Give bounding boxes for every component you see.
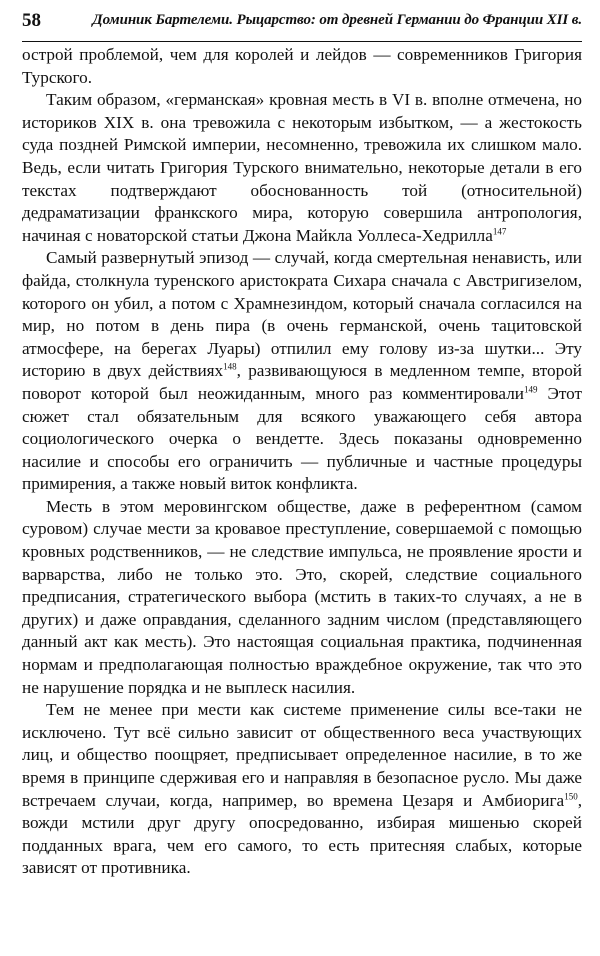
paragraph-text: , развивающуюся в медленном темпе, второй поворот которой был неожиданным, много раз комментировали — [22, 361, 583, 403]
footnote-ref-149: 149 — [523, 384, 538, 395]
page-header — [22, 8, 582, 42]
paragraph-text: Тем не менее при мести как системе применение силы все-таки не исключено. Тут всё сильно зависит от общественного веса участвующих лиц, и общество поощряет, предписывает определенное насилие, в то же время в принципе сдерживая его и направляя в безопасное русло. Мы даже встречаем случаи, когда, например, во времена Цезаря и Амбиорига — [22, 700, 582, 810]
footnote-ref-147: 147 — [492, 226, 507, 237]
footnote-ref-150: 150 — [564, 790, 578, 801]
paragraph-text: острой проблемой, чем для королей и лейдов — современников Григория Турского. — [22, 45, 582, 87]
paragraph-5 — [22, 699, 582, 880]
running-head: Доминик Бартелеми. Рыцарство: от древней Германии до Франции XII в. — [92, 12, 582, 28]
body-text — [22, 44, 582, 880]
paragraph-1 — [22, 44, 582, 89]
paragraph-text: Месть в этом меровингском обществе, даже в референтном (самом суровом) случае мести за кровавое преступление, совершаемой с помощью кровных родственников, — не следствие импульса, не проявление ярости и варварства, либо не только это. Это, скорей, следствие социального предписания, стратегического выбора (мстить в таких-то случаях, а не в других) и даже оправдания, сделанного задним числом (представляющего данный акт как месть). Это настоящая социальная практика, подчиненная нормам и предполагающая полностью враждебное окружение, так что это не нарушение порядка и не выплеск насилия. — [22, 496, 582, 697]
paragraph-text: Этот сюжет стал обязательным для всякого уважающего себя автора социологического очерка о вендетте. Здесь показаны одновременно насилие и способы его ограничить — публичные и частные процедуры примирения, а также новый виток конфликта. — [22, 383, 582, 494]
paragraph-text: , вожди мстили друг другу опосредованно, избирая мишенью скорей подданных врага, чем его самого, то есть притесняя слабых, которые зависят от противника. — [22, 790, 582, 878]
footnote-ref-148: 148 — [223, 361, 237, 372]
paragraph-3 — [22, 247, 582, 496]
paragraph-text: Таким образом, «германская» кровная месть в VI в. вполне отмечена, но историков XIX в. она тревожила с некоторым избытком, — а жестокость суда поздней Римской империи, несомненно, тревожила их слишком мало. Ведь, если читать Григория Турского внимательно, некоторые детали в его текстах подтверждают обоснованность той (относительной) дедраматизации франкского мира, которую совершила антропология, начиная с новаторской статьи Джона Майкла Уоллеса-Хедрилла — [22, 90, 582, 245]
paragraph-4 — [22, 496, 582, 699]
page-number: 58 — [22, 10, 41, 31]
paragraph-2 — [22, 89, 582, 247]
paragraph-text: Самый развернутый эпизод — случай, когда смертельная ненависть, или файда, столкнула туренского аристократа Сихара сначала с Австригизелом, которого он убил, а потом с Храмнезиндом, который сначала согласился на мир, но потом в день пира (в очень германской, очень тацитовской атмосфере, на берегах Луары) отпилил ему голову из-за шутки... Эту историю в двух действиях — [22, 248, 582, 381]
